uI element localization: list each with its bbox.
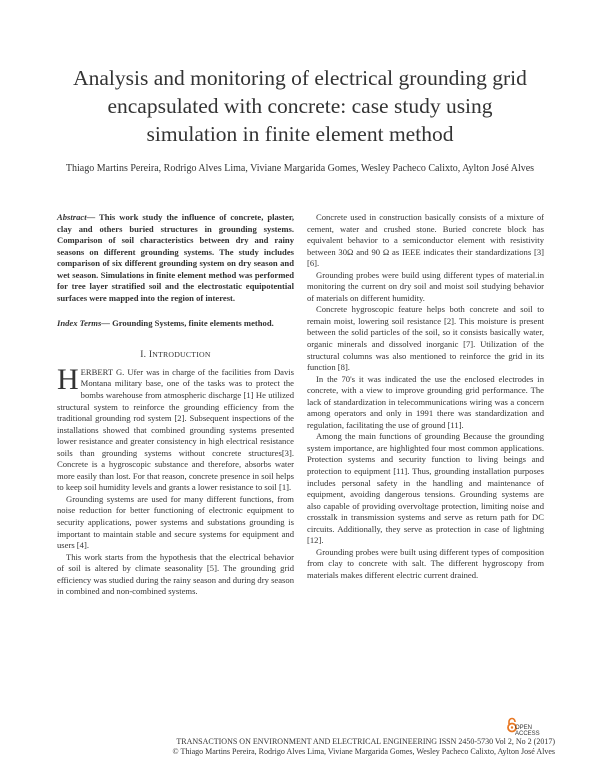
intro-paragraph-1-text: ERBERT G. Ufer was in charge of the facilities from Davis Montana military base, one of the tasks was to protect the bombs warehouse from atmospheric discharge [1] He utilized structural system to reinforce the grounding efficiency from the traditional grounding rod system [2]. Subsequent inspections of the installations showed that combined grounding systems presented lower resistance and greater consistency in high electrical resistance soils than grounding systems without concrete structures[3]. Concrete is a hygroscopic substance and therefore, absorbs water more easily than lost. For that reason, concrete presence in soil helps to keep soil humidity levels and grants a lower resistance to soil [1]. bbox=[57, 366, 294, 493]
drop-cap: H bbox=[57, 362, 79, 396]
section-number: I. bbox=[140, 349, 147, 360]
right-paragraph-6: Grounding probes were built using different types of composition from clay to concrete with salt. The different hygroscopy from materials makes different electric current drained. bbox=[307, 546, 544, 580]
right-column bbox=[307, 212, 544, 582]
intro-paragraph-3: This work starts from the hypothesis that the electrical behavior of soil is altered by climate seasonality [5]. The grounding grid efficiency was studied during the rainy season and during dry season in combined and non-combined systems. bbox=[57, 551, 294, 597]
paper-authors: Thiago Martins Pereira, Rodrigo Alves Lima, Viviane Margarida Gomes, Wesley Pacheco Calixto, Aylton José Alves bbox=[65, 163, 535, 174]
right-paragraph-1: Concrete used in construction basically consists of a mixture of cement, water and crushed stone. Buried concrete block has equivalent behavior to a semiconductor element with resistivity between 30Ω and 90 Ω as IEEE indicates their standardizations [3] [6]. bbox=[307, 212, 544, 269]
section-title-initial: I bbox=[148, 349, 153, 360]
page-footer bbox=[60, 737, 555, 757]
abstract-text: This work study the influence of concrete, plaster, clay and others buried structures in grounding systems. Comparison of soil characteristics between dry and rainy seasons on different grounding systems. The study includes comparison of six different grounding system on dry season and wet season. Simulations in finite element method was performed for tree layer stratified soil and the electrostatic equipotential surfaces were mapped into the region of interest. bbox=[57, 212, 294, 303]
section-title-rest: NTRODUCTION bbox=[152, 349, 211, 359]
index-terms-text: Grounding Systems, finite elements method. bbox=[109, 318, 274, 329]
abstract bbox=[57, 212, 294, 304]
copyright-line: © Thiago Martins Pereira, Rodrigo Alves Lima, Viviane Margarida Gomes, Wesley Pacheco Calixto, Aylton José Alves bbox=[172, 747, 555, 756]
open-access-label: OPEN ACCESS bbox=[515, 725, 540, 737]
right-paragraph-2: Grounding probes were build using different types of material.in monitoring the current on dry soil and moist soil studying behavior of materials on different humidity. bbox=[307, 269, 544, 303]
section-heading-introduction bbox=[57, 350, 294, 360]
intro-paragraph-2: Grounding systems are used for many different functions, from noise reduction for better functioning of electronic equipment to security applications, power systems and substations grounding is important to maintain stable and secure systems for equipment and users [4]. bbox=[57, 493, 294, 551]
right-paragraph-4: In the 70's it was indicated the use the enclosed electrodes in concrete, with a view to improve grounding grid performance. The lack of standardization in telecommunications wiring was a concern among operators and only in 1991 there was standardization and regulation, facilitating the use of ground [11]. bbox=[307, 373, 544, 430]
index-terms bbox=[57, 318, 294, 330]
intro-paragraph-1 bbox=[57, 362, 294, 494]
index-terms-label: Index Terms— bbox=[57, 318, 110, 329]
open-access-logo bbox=[506, 717, 552, 737]
right-paragraph-3: Concrete hygroscopic feature helps both concrete and soil to remain moist, lowering soil resistance [2]. This moisture is present between the solid particles of the soil, so it consists basically water, organic minerals and dissolved inorganic [7]. Utilization of the structural columns was also mentioned to reinforce the grid in its function [8]. bbox=[307, 304, 544, 373]
right-paragraph-5: Among the main functions of grounding Because the grounding system importance, are highlighted four most common applications. Protection systems and security function to living beings and protection to equipment [11]. Thus, grounding installation purposes includes personal safety in the handling and maintenance of equipment, avoiding dangerous tensions. Grounding systems are also capable of providing overvoltage protection, limiting noise and crosstalk in transmission systems and serve as return path for DC circuits. Additionally, they serve as protection in case of lightning [12]. bbox=[307, 431, 544, 546]
paper-title: Analysis and monitoring of electrical grounding grid encapsulated with concrete: case study using simulation in finite element method bbox=[73, 66, 527, 146]
journal-line: TRANSACTIONS ON ENVIRONMENT AND ELECTRICAL ENGINEERING ISSN 2450-5730 Vol 2, No 2 (2017) bbox=[176, 737, 555, 746]
left-column bbox=[57, 212, 294, 598]
abstract-label: Abstract— bbox=[57, 212, 96, 222]
